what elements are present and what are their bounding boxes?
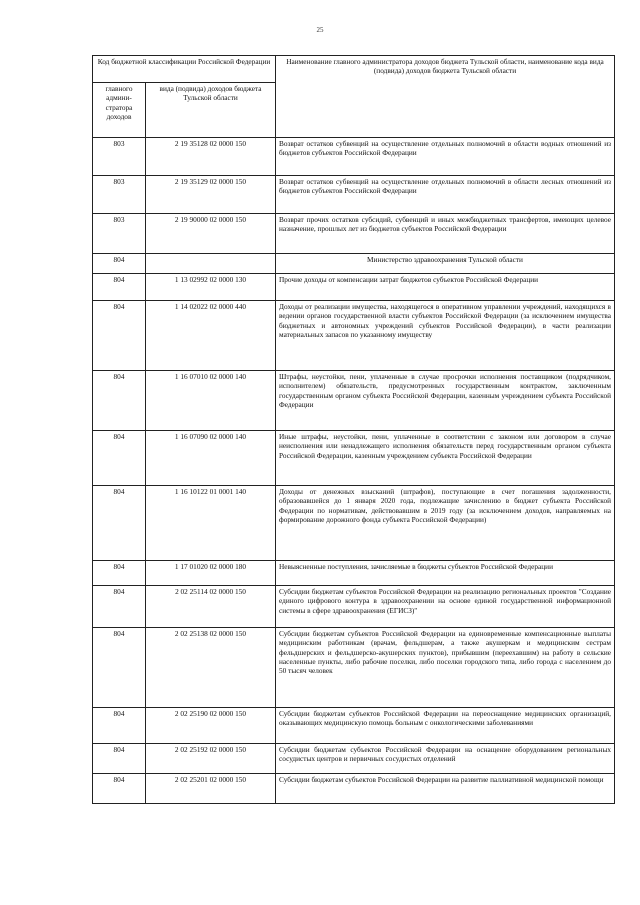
income-code-cell: 2 19 35129 02 0000 150 (146, 176, 276, 214)
header-admin-code: главного админи-стратора доходов (93, 83, 146, 138)
income-code-cell: 2 02 25190 02 0000 150 (146, 708, 276, 744)
income-name-cell: Иные штрафы, неустойки, пени, уплаченные в соответствии с законом или договором в случае неисполнения или ненадлежащего исполнения обязательств перед государственным органом субъекта Российской Федерации, казенным учреждением субъекта Российской Федерации (276, 431, 615, 486)
admin-code-cell: 804 (93, 628, 146, 708)
admin-code-cell: 803 (93, 214, 146, 254)
income-name-cell: Возврат остатков субвенций на осуществление отдельных полномочий в области водных отношений из бюджетов субъектов Российской Федерации (276, 138, 615, 176)
table-row (93, 486, 615, 561)
administrator-title-cell: Министерство здравоохранения Тульской области (276, 254, 615, 274)
admin-code-cell: 804 (93, 431, 146, 486)
income-code-cell: 2 19 35128 02 0000 150 (146, 138, 276, 176)
header-income-type-code: вида (подвида) доходов бюджета Тульской области (146, 83, 276, 138)
admin-code-cell: 804 (93, 586, 146, 628)
admin-code-cell: 804 (93, 744, 146, 774)
table-row (93, 176, 615, 214)
admin-code-cell: 803 (93, 138, 146, 176)
income-name-cell: Доходы от денежных взысканий (штрафов), поступающие в счет погашения задолженности, образовавшейся до 1 января 2020 года, подлежащие зачислению в бюджет субъекта Российской Федерации по нормативам, действовавшим в 2019 году (за исключением доходов, направляемых на формирование дорожного фонда субъекта Российской Федерации) (276, 486, 615, 561)
header-administrator-name: Наименование главного администратора доходов бюджета Тульской области, наименование кода вида (подвида) доходов бюджета Тульской области (276, 56, 615, 138)
table-row (93, 628, 615, 708)
income-code-cell: 1 17 01020 02 0000 180 (146, 561, 276, 586)
income-code-cell: 1 16 07010 02 0000 140 (146, 371, 276, 431)
table-row (93, 744, 615, 774)
table-row (93, 254, 615, 274)
income-code-cell: 2 02 25114 02 0000 150 (146, 586, 276, 628)
page-number: 25 (316, 26, 324, 34)
table-row (93, 138, 615, 176)
admin-code-cell: 804 (93, 274, 146, 301)
admin-code-cell: 804 (93, 301, 146, 371)
income-code-cell: 2 02 25138 02 0000 150 (146, 628, 276, 708)
admin-code-cell: 804 (93, 561, 146, 586)
income-code-cell: 1 13 02992 02 0000 130 (146, 274, 276, 301)
income-code-cell: 1 16 07090 02 0000 140 (146, 431, 276, 486)
income-code-cell: 2 02 25192 02 0000 150 (146, 744, 276, 774)
table-row (93, 561, 615, 586)
income-name-cell: Невыясненные поступления, зачисляемые в бюджеты субъектов Российской Федерации (276, 561, 615, 586)
income-name-cell: Возврат прочих остатков субсидий, субвенций и иных межбюджетных трансфертов, имеющих целевое назначение, прошлых лет из бюджетов субъектов Российской Федерации (276, 214, 615, 254)
income-code-cell: 2 02 25201 02 0000 150 (146, 774, 276, 804)
income-name-cell: Субсидии бюджетам субъектов Российской Федерации на развитие паллиативной медицинской помощи (276, 774, 615, 804)
income-name-cell: Субсидии бюджетам субъектов Российской Федерации на оснащение оборудованием региональных сосудистых центров и первичных сосудистых отделений (276, 744, 615, 774)
table-row (93, 586, 615, 628)
admin-code-cell: 804 (93, 254, 146, 274)
income-code-cell: 1 14 02022 02 0000 440 (146, 301, 276, 371)
income-name-cell: Субсидии бюджетам субъектов Российской Федерации на единовременные компенсационные выплаты медицинским работникам (врачам, фельдшерам, а также акушеркам и медицинским сестрам фельдшерских и фельдшерско-акушерских пунктов), прибывшим (переехавшим) на работу в сельские населенные пункты, либо рабочие поселки, либо поселки городского типа, либо города с населением до 50 тысяч человек (276, 628, 615, 708)
table-body (93, 138, 615, 804)
income-name-cell: Прочие доходы от компенсации затрат бюджетов субъектов Российской Федерации (276, 274, 615, 301)
admin-code-cell: 804 (93, 486, 146, 561)
table-row (93, 774, 615, 804)
table-row (93, 301, 615, 371)
income-code-cell: 1 16 10122 01 0001 140 (146, 486, 276, 561)
income-name-cell: Доходы от реализации имущества, находящегося в оперативном управлении учреждений, находящихся в ведении органов государственной власти субъектов Российской Федерации (за исключением имущества бюджетных и автономных учреждений субъектов Российской Федерации), в части реализации материальных запасов по указанному имуществу (276, 301, 615, 371)
income-code-cell (146, 254, 276, 274)
table-row (93, 371, 615, 431)
admin-code-cell: 803 (93, 176, 146, 214)
header-classification-code: Код бюджетной классификации Российской Федерации (93, 56, 276, 83)
income-name-cell: Возврат остатков субвенций на осуществление отдельных полномочий в области лесных отношений из бюджетов субъектов Российской Федерации (276, 176, 615, 214)
income-name-cell: Субсидии бюджетам субъектов Российской Федерации на реализацию региональных проектов "Создание единого цифрового контура в здравоохранении на основе единой государственной информационной системы в сфере здравоохранения (ЕГИСЗ)" (276, 586, 615, 628)
table-row (93, 214, 615, 254)
table-row (93, 708, 615, 744)
admin-code-cell: 804 (93, 708, 146, 744)
budget-classification-table (92, 55, 615, 804)
income-code-cell: 2 19 90000 02 0000 150 (146, 214, 276, 254)
table-row (93, 431, 615, 486)
admin-code-cell: 804 (93, 774, 146, 804)
table-row (93, 274, 615, 301)
income-name-cell: Штрафы, неустойки, пени, уплаченные в случае просрочки исполнения поставщиком (подрядчиком, исполнителем) обязательств, предусмотренных государственным контрактом, заключенным государственным органом субъекта Российской Федерации, казенным учреждением субъекта Российской Федерации (276, 371, 615, 431)
income-name-cell: Субсидии бюджетам субъектов Российской Федерации на переоснащение медицинских организаций, оказывающих медицинскую помощь больным с онкологическими заболеваниями (276, 708, 615, 744)
admin-code-cell: 804 (93, 371, 146, 431)
